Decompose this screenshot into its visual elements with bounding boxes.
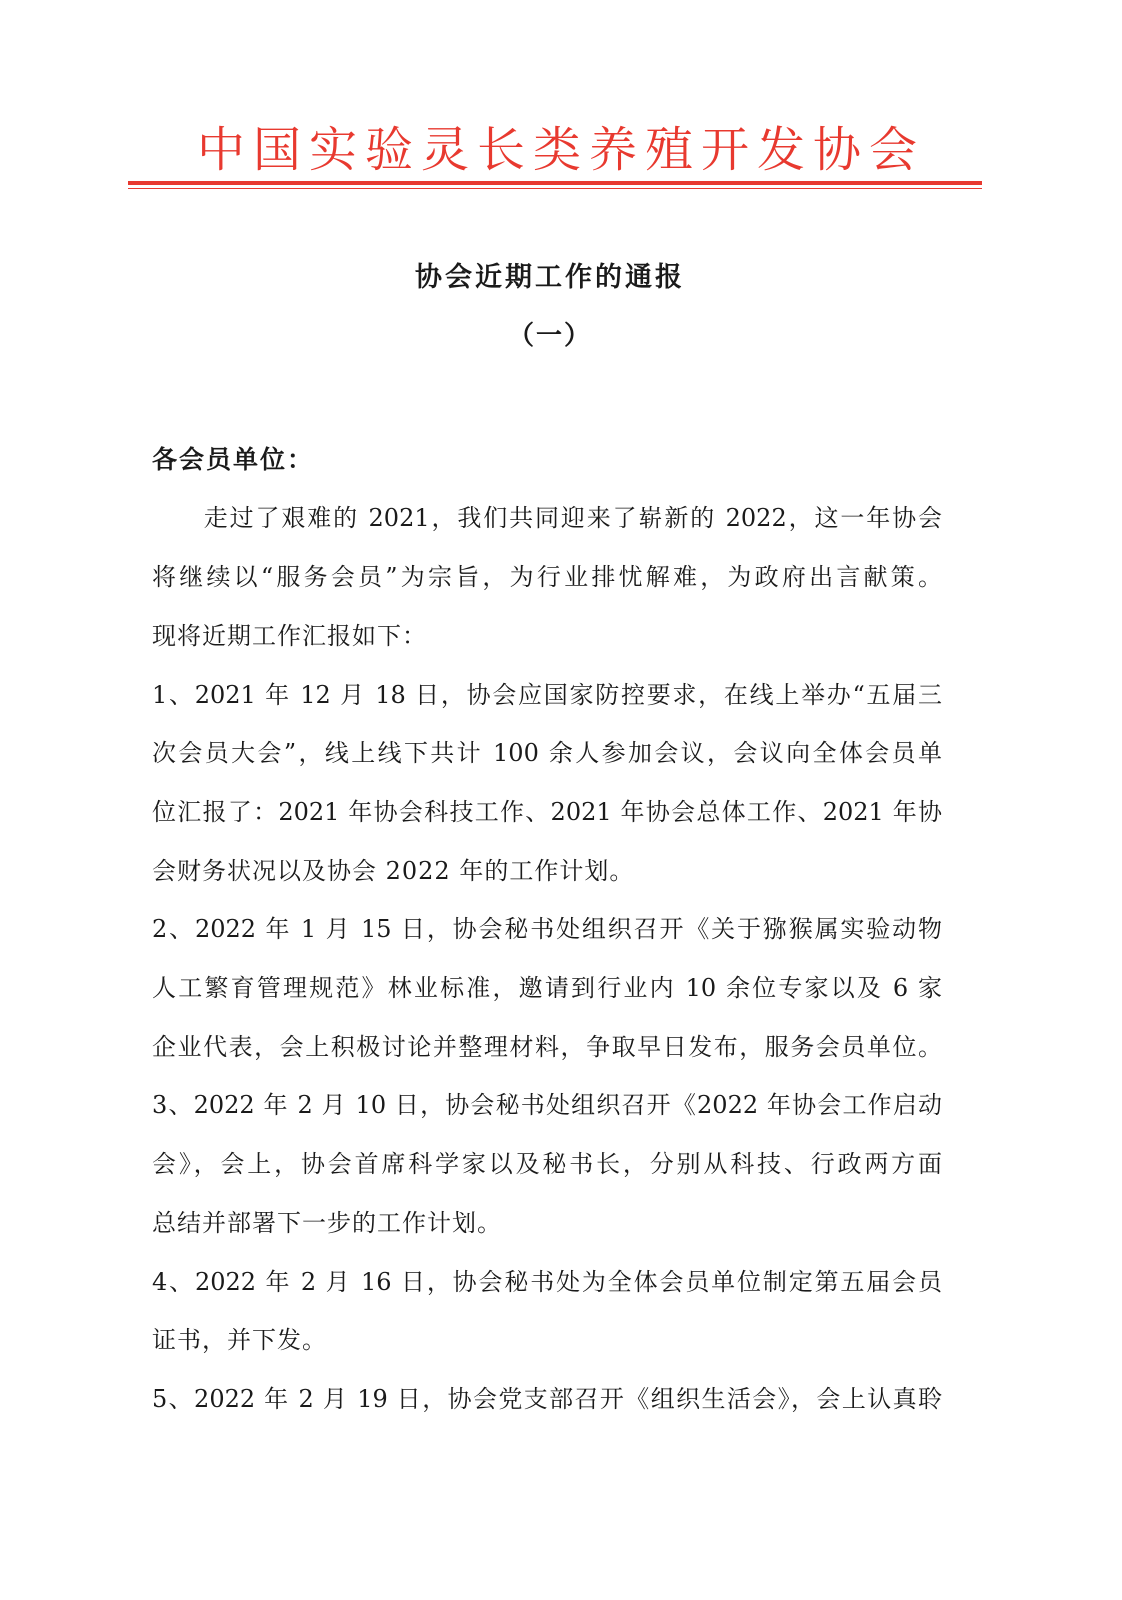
body-line: 企业代表，会上积极讨论并整理材料，争取早日发布，服务会员单位。 (152, 1033, 942, 1061)
body-line: 会财务状况以及协会 2022 年的工作计划。 (152, 857, 635, 885)
body-line: 会》，会上，协会首席科学家以及秘书长，分别从科技、行政两方面 (152, 1150, 942, 1178)
letterhead-org-name: 中国实验灵长类养殖开发协会 (196, 122, 925, 178)
body-line: 5、2022 年 2 月 19 日，协会党支部召开《组织生活会》，会上认真聆 (152, 1385, 942, 1413)
body-line: 总结并部署下一步的工作计划。 (152, 1209, 502, 1237)
body-line: 走过了艰难的 2021，我们共同迎来了崭新的 2022，这一年协会 (152, 504, 942, 532)
body-line: 将继续以“服务会员”为宗旨，为行业排忧解难，为政府出言献策。 (152, 563, 942, 591)
body-line: 1、2021 年 12 月 18 日，协会应国家防控要求，在线上举办“五届三 (152, 681, 942, 709)
document-number: （一） (507, 321, 592, 351)
letterhead-red-rule-thick (128, 181, 982, 185)
body-line: 证书，并下发。 (152, 1326, 327, 1354)
body-line: 3、2022 年 2 月 10 日，协会秘书处组织召开《2022 年协会工作启动 (152, 1091, 942, 1119)
body-line: 现将近期工作汇报如下： (152, 622, 427, 650)
document-title: 协会近期工作的通报 (415, 262, 685, 293)
letterhead-red-rule-thin (128, 188, 982, 189)
salutation: 各会员单位： (152, 445, 315, 474)
body-line: 4、2022 年 2 月 16 日，协会秘书处为全体会员单位制定第五届会员 (152, 1268, 942, 1296)
body-line: 人工繁育管理规范》林业标准，邀请到行业内 10 余位专家以及 6 家 (152, 974, 942, 1002)
body-line: 2、2022 年 1 月 15 日，协会秘书处组织召开《关于猕猴属实验动物 (152, 915, 942, 943)
body-line: 位汇报了：2021 年协会科技工作、2021 年协会总体工作、2021 年协 (152, 798, 942, 826)
body-line: 次会员大会”，线上线下共计 100 余人参加会议，会议向全体会员单 (152, 739, 942, 767)
